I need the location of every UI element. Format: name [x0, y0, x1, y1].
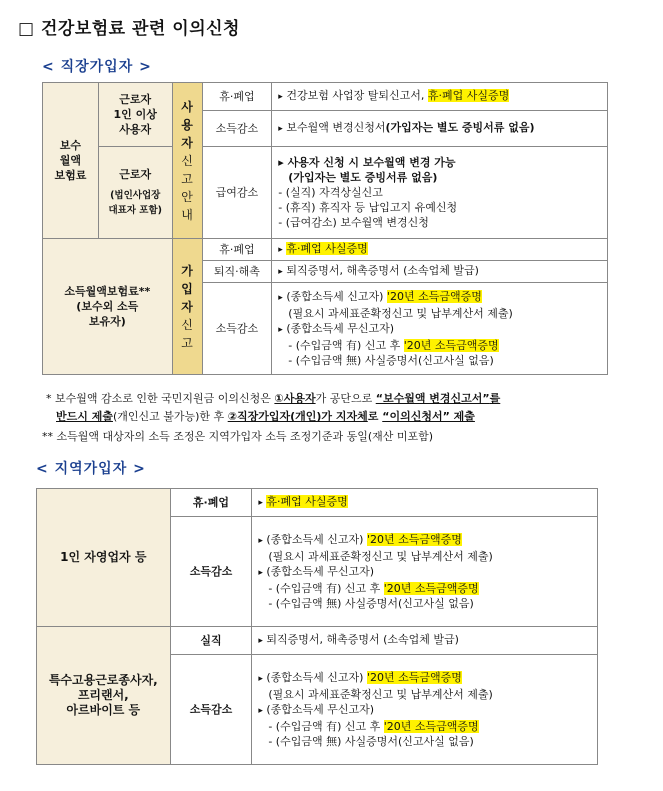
sodeuk-wolaek-label: 소득월액보험료** (보수외 소득 보유자): [43, 239, 173, 375]
hyupye-cell: 휴·폐업: [202, 83, 272, 111]
t2-siljik-cell: 실직: [170, 627, 252, 655]
t2-hyupye-cell: 휴·폐업: [170, 489, 252, 517]
page-title: □ 건강보험료 관련 이의신청: [18, 19, 240, 39]
sodeuk2-docs: ▸ (종합소득세 신고자) '20년 소득금액증명 (필요시 과세표준확정신고 및 납부계산서 제출) ▸ (종합소득세 무신고자) - (수입금액 有) 신고 후 '20년 소득금액증명 - (수입금액 無) 사실증명서(신고사실 없음): [272, 283, 608, 375]
hyupye2-docs: ▸ 휴·폐업 사실증명: [272, 239, 608, 261]
worker-label: 근로자 (법인사업장 대표자 포함): [98, 147, 172, 239]
hyupye-docs: ▸ 건강보험 사업장 탈퇴신고서, 휴·폐업 사실증명: [272, 83, 608, 111]
sodeuk-gamso-cell: 소득감소: [202, 111, 272, 147]
t2-sodeuk-cell: 소득감소: [170, 517, 252, 627]
section-heading-employee: < 직장가입자 >: [42, 59, 152, 75]
t2-sodeuk-docs: ▸ (종합소득세 신고자) '20년 소득금액증명 (필요시 과세표준확정신고 및 납부계산서 제출) ▸ (종합소득세 무신고자) - (수입금액 有) 신고 후 '20년 소득금액증명 - (수입금액 無) 사실증명서(신고사실 없음): [252, 517, 598, 627]
note-1-cont: 반드시 제출(개인신고 불가능)한 후 ②직장가입자(개인)가 지자체로 “이의신청서” 제출: [56, 410, 475, 423]
toejik-cell: 퇴직·해촉: [202, 261, 272, 283]
sodeuk-gamso-docs: ▸ 보수월액 변경신청서(가입자는 별도 증빙서류 없음): [272, 111, 608, 147]
toejik-docs: ▸ 퇴직증명서, 해촉증명서 (소속업체 발급): [272, 261, 608, 283]
note-1: * 보수월액 감소로 인한 국민지원금 이의신청은 ①사용자가 공단으로 “보수월액 변경신고서”를: [46, 392, 501, 405]
t2-hyupye-docs: ▸ 휴·폐업 사실증명: [252, 489, 598, 517]
bosu-label: 보수 월액 보험료: [43, 83, 99, 239]
geupyeo-gamso-docs: ▸ 사용자 신청 시 보수월액 변경 가능 (가입자는 별도 증빙서류 없음) - (실직) 자격상실신고 - (휴직) 휴직자 등 납입고지 유예신청 - (급여감소) 보수월액 변경신청: [272, 147, 608, 239]
t2-siljik-docs: ▸ 퇴직증명서, 해촉증명서 (소속업체 발급): [252, 627, 598, 655]
regional-table: [36, 488, 598, 765]
hyupye2-cell: 휴·폐업: [202, 239, 272, 261]
self-employed-label: 1인 자영업자 등: [37, 489, 171, 627]
employee-table: [42, 82, 608, 375]
t2-sodeuk2-docs: ▸ (종합소득세 신고자) '20년 소득금액증명 (필요시 과세표준확정신고 및 납부계산서 제출) ▸ (종합소득세 무신고자) - (수입금액 有) 신고 후 '20년 소득금액증명 - (수입금액 無) 사실증명서(신고사실 없음): [252, 655, 598, 765]
note-2: ** 소득월액 대상자의 소득 조정은 지역가입자 소득 조정기준과 동일(재산 미포함): [42, 430, 434, 443]
freelancer-label: 특수고용근로종사자, 프리랜서, 아르바이트 등: [37, 627, 171, 765]
subscriber-report-label: 가 입 자 신 고: [172, 239, 202, 375]
employer-label: 근로자 1인 이상 사용자: [98, 83, 172, 147]
t2-sodeuk2-cell: 소득감소: [170, 655, 252, 765]
employer-guide-label: 사 용 자 신 고 안 내: [172, 83, 202, 239]
section-heading-regional: < 지역가입자 >: [36, 461, 146, 477]
geupyeo-gamso-cell: 급여감소: [202, 147, 272, 239]
sodeuk2-cell: 소득감소: [202, 283, 272, 375]
